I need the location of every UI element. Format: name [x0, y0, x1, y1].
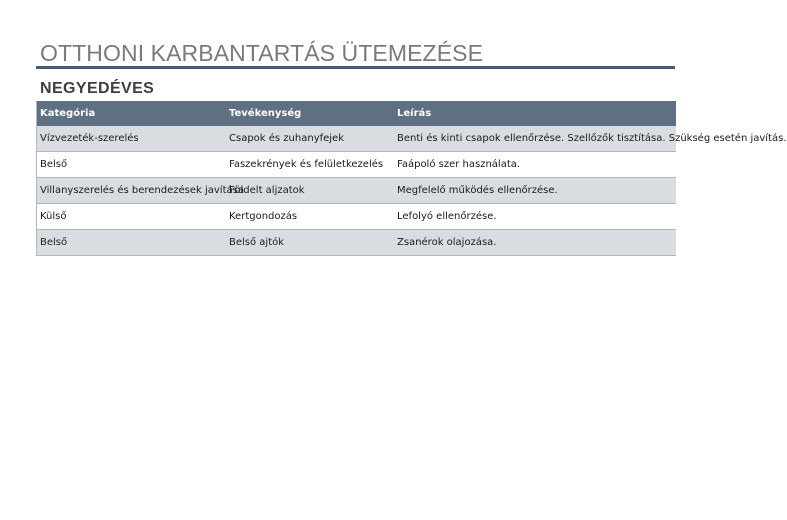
- title-underline: [36, 66, 675, 69]
- cell-description[interactable]: Zsanérok olajozása.: [397, 237, 497, 248]
- cell-category[interactable]: Vízvezeték-szerelés: [40, 133, 139, 144]
- table-row[interactable]: [37, 126, 787, 152]
- cell-activity[interactable]: Csapok és zuhanyfejek: [229, 133, 344, 144]
- header-activity: Tevékenység: [229, 108, 302, 119]
- cell-description[interactable]: Megfelelő működés ellenőrzése.: [397, 185, 558, 196]
- cell-description[interactable]: Faápoló szer használata.: [397, 159, 521, 170]
- cell-activity[interactable]: Földelt aljzatok: [229, 185, 305, 196]
- page-title: OTTHONI KARBANTARTÁS ÜTEMEZÉSE: [40, 40, 484, 66]
- maintenance-table: [36, 101, 787, 256]
- table-header-row: [37, 101, 676, 126]
- cell-category[interactable]: Belső: [40, 159, 68, 170]
- header-description: Leírás: [397, 108, 432, 119]
- table-row[interactable]: [37, 178, 676, 204]
- cell-activity[interactable]: Kertgondozás: [229, 211, 298, 222]
- cell-category[interactable]: Villanyszerelés és berendezések javítása: [40, 185, 244, 196]
- cell-description[interactable]: Lefolyó ellenőrzése.: [397, 211, 497, 222]
- header-category: Kategória: [40, 108, 96, 119]
- cell-description[interactable]: Benti és kinti csapok ellenőrzése. Szellőzők tisztítása. Szükség esetén javítás.: [397, 133, 787, 144]
- cell-activity[interactable]: Belső ajtók: [229, 237, 285, 248]
- table-row[interactable]: [37, 204, 676, 230]
- table-row[interactable]: [37, 230, 676, 256]
- cell-activity[interactable]: Faszekrények és felületkezelés: [229, 159, 384, 170]
- cell-category[interactable]: Külső: [40, 211, 67, 222]
- table-row[interactable]: [37, 152, 676, 178]
- section-heading: NEGYEDÉVES: [40, 80, 155, 97]
- cell-category[interactable]: Belső: [40, 237, 68, 248]
